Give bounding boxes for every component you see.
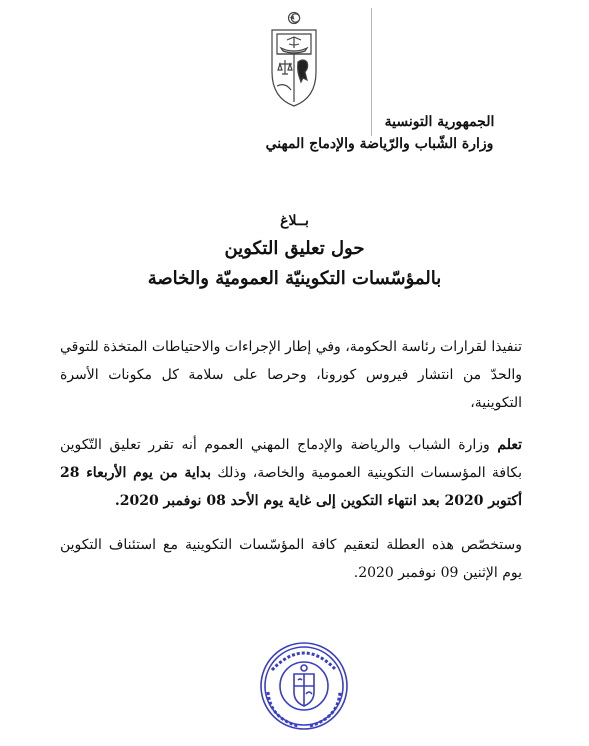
republic-name: الجمهورية التونسية (384, 114, 495, 130)
notice-label: بــلاغ (280, 213, 309, 229)
paragraph-2-bold-start: تعلم (497, 437, 522, 453)
notice-title-line1: حول تعليق التكوين (224, 238, 365, 259)
paragraph-1: تنفيذا لقرارات رئاسة الحكومة، وفي إطار الإجراءات والاحتياطات المتخذة للتوقي والحدّ من انتشار فيروس كورونا، وحرصا على سلامة كل مكونات الأسرة التكوينية، (60, 339, 522, 411)
paragraph-3: وستخصّص هذه العطلة لتعقيم كافة المؤسّسات التكوينية مع استئناف التكوين يوم الإثنين 09 نوفمبر 2020. (60, 537, 522, 581)
ministry-name: وزارة الشّباب والرّياضة والإدماج المهني (265, 136, 494, 152)
ministry-stamp-icon (258, 640, 350, 732)
paragraph-2-text: وزارة الشباب والرياضة والإدماج المهني العموم أنه تقرر تعليق التّكوين بكافة المؤسسات التكوينية العمومية والخاصة، وذلك (60, 437, 522, 481)
paragraph-2 (60, 431, 522, 515)
notice-title-line2: بالمؤسّسات التكوينيّة العموميّة والخاصة (147, 268, 442, 289)
tunisia-coat-of-arms-icon (265, 10, 323, 110)
paragraph-2-bold-end: بداية من يوم الأربعاء 28 أكتوبر 2020 بعد انتهاء التكوين إلى غاية يوم الأحد 08 نوفمبر 2020. (60, 465, 522, 509)
